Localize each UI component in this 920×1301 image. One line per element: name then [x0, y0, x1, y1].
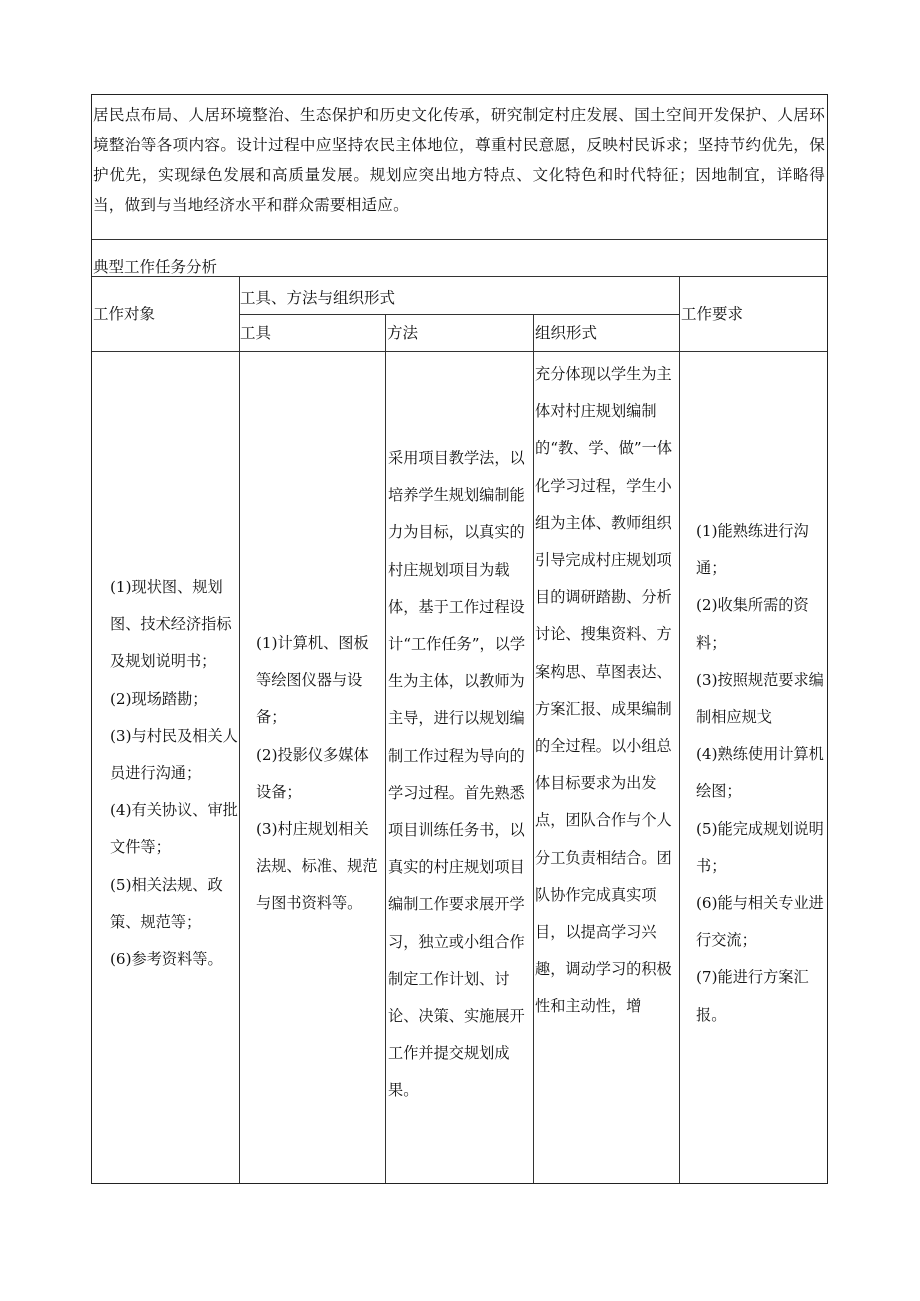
rule-col-2: [385, 314, 386, 1183]
header-methods: 方法: [387, 324, 419, 342]
rule-col-3: [533, 314, 534, 1183]
header-tools-methods-org: 工具、方法与组织形式: [240, 289, 396, 307]
header-requirements: 工作要求: [681, 305, 744, 323]
work-object-item: (5)相关法规、政策、规范等；: [110, 875, 223, 931]
work-object-item: (2)现场踏勘；: [110, 689, 208, 708]
work-object-cell: [96, 569, 238, 978]
section-title: 典型工作任务分析: [93, 258, 218, 276]
requirement-item: (4)熟练使用计算机绘图；: [696, 745, 824, 801]
header-work-object: 工作对象: [93, 305, 156, 323]
rule-col-4: [679, 276, 680, 1183]
requirement-item: (5)能完成规划说明书；: [696, 819, 824, 875]
tool-item: (2)投影仪多媒体设备；: [256, 745, 369, 801]
header-organization: 组织形式: [535, 324, 598, 342]
requirement-item: (7)能进行方案汇报。: [696, 968, 809, 1024]
tool-item: (1)计算机、图板等绘图仪器与设备；: [256, 634, 369, 727]
tool-item: (3)村庄规划相关法规、标准、规范与图书资料等。: [256, 820, 378, 913]
requirement-item: (3)按照规范要求编制相应规戈: [696, 670, 824, 727]
rule-below-intro: [92, 239, 827, 240]
work-object-item: (4)有关协议、审批文件等；: [110, 801, 238, 857]
requirements-cell: [682, 513, 826, 1034]
tools-cell: [242, 625, 383, 923]
method-text: 采用项目教学法，以培养学生规划编制能力为目标，以真实的村庄规划项目为载体，基于工作过程设计“工作任务”，以学生为主体，以教师为主导，进行以规划编制工作过程为导向的学习过程。首先熟悉项目训练任务书，以真实的村庄规划项目编制工作要求展开学习，独立或小组合作制定工作计划、讨论、决策、实施展开工作并提交规划成果。: [388, 449, 526, 1100]
requirement-item: (6)能与相关专业进行交流；: [696, 894, 824, 950]
rule-below-tools-header: [239, 314, 679, 315]
methods-cell: [388, 440, 532, 1110]
rule-col-1: [239, 276, 240, 1183]
work-object-item: (1)现状图、规划图、技术经济指标及规划说明书；: [110, 578, 232, 671]
rule-below-header: [92, 351, 827, 352]
work-task-table: [91, 94, 828, 1184]
intro-paragraph: 居民点布局、人居环境整治、生态保护和历史文化传承，研究制定村庄发展、国土空间开发保护、人居环境整治等各项内容。设计过程中应坚持农民主体地位，尊重村民意愿，反映村民诉求；坚持节约优先，保护优先，实现绿色发展和高质量发展。规划应突出地方特点、文化特色和时代特征；因地制宜，详略得当，做到与当地经济水平和群众需要相适应。: [93, 106, 825, 214]
requirement-item: (1)能熟练进行沟通；: [696, 522, 809, 578]
work-object-item: (6)参考资料等。: [110, 950, 223, 969]
organization-cell: [535, 356, 678, 1026]
organization-text: 充分体现以学生为主体对村庄规划编制的“教、学、做”一体化学习过程，学生小组为主体、教师组织引导完成村庄规划项目的调研踏勘、分析讨论、搜集资料、方案构思、草图表达、方案汇报、成果编制的全过程。以小组总体目标要求为出发点，团队合作与个人分工负责相结合。团队协作完成真实项目，以提高学习兴趣，调动学习的积极性和主动性，增: [535, 365, 673, 1016]
header-tools: 工具: [240, 324, 272, 342]
work-object-item: (3)与村民及相关人员进行沟通；: [110, 726, 238, 783]
requirement-item: (2)收集所需的资料；: [696, 596, 809, 652]
